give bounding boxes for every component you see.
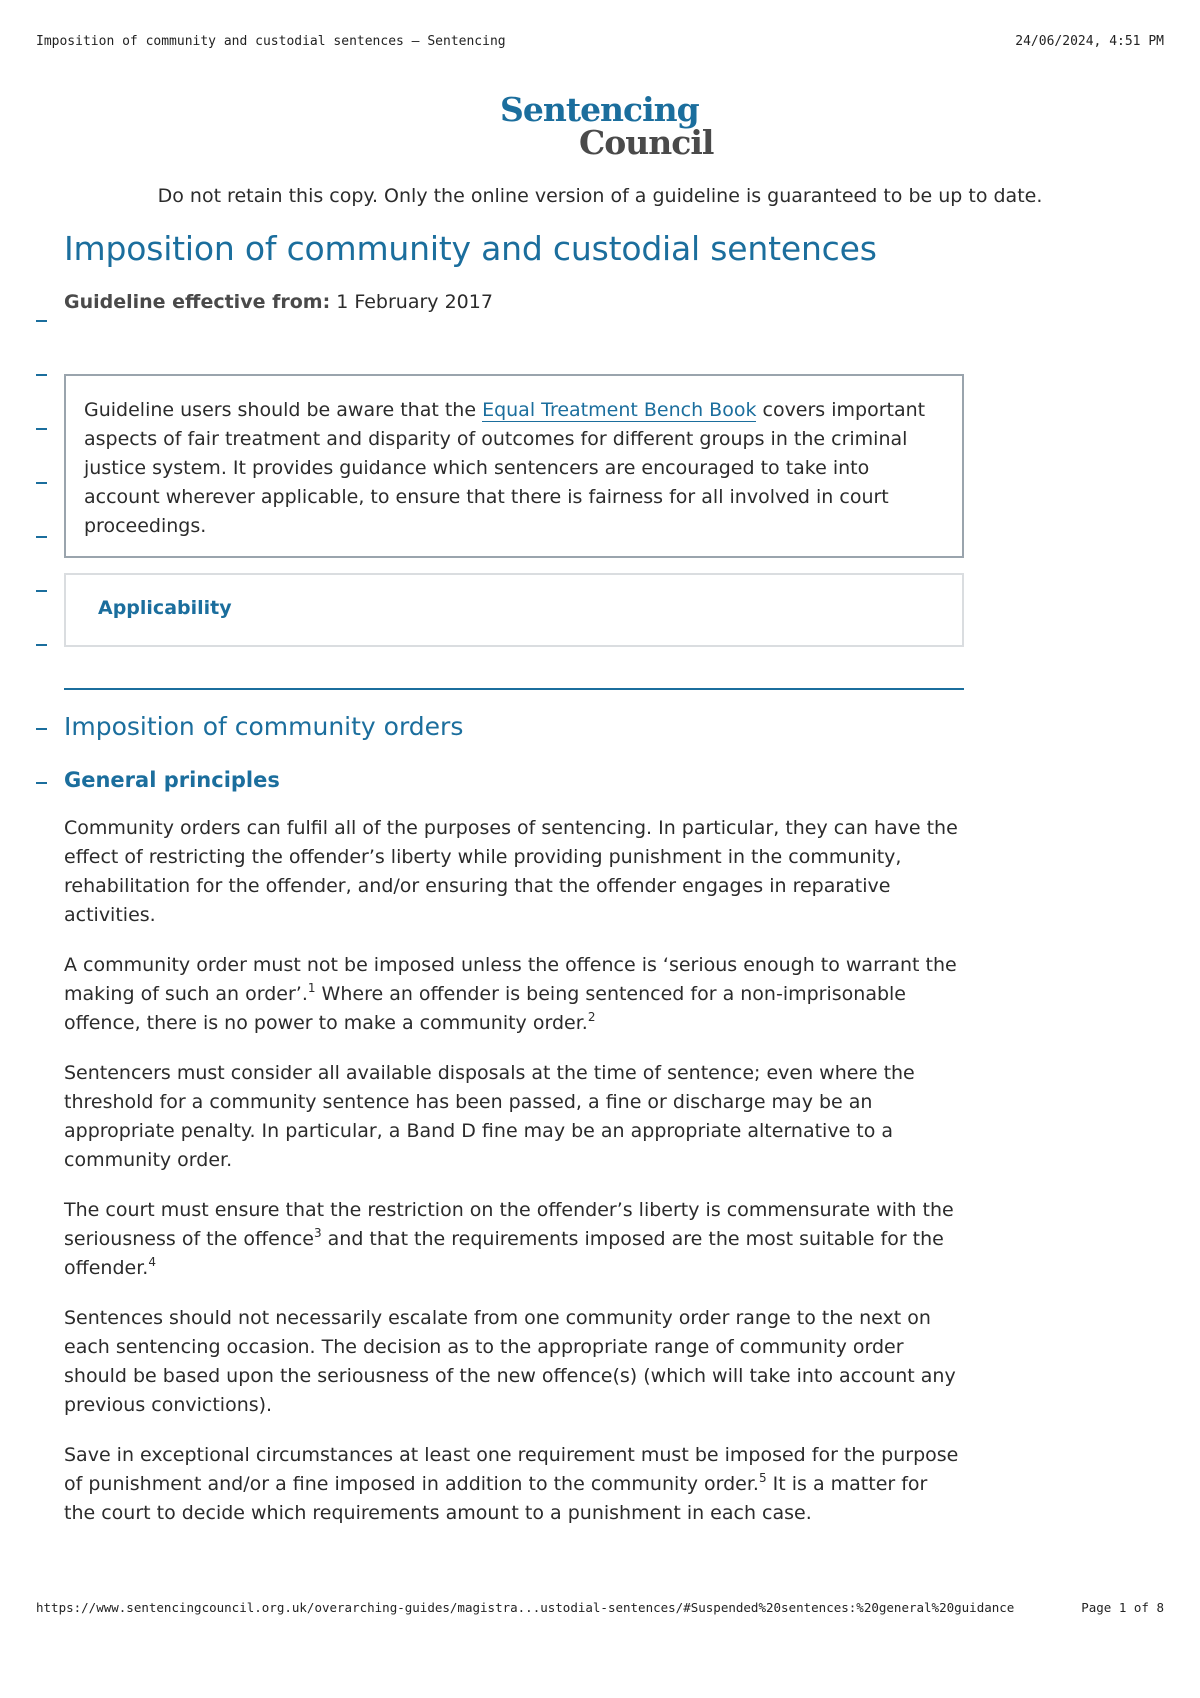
body-text bbox=[64, 814, 964, 1549]
print-header-datetime: 24/06/2024, 4:51 PM bbox=[1015, 34, 1164, 49]
paragraph bbox=[64, 951, 964, 1038]
margin-mark bbox=[36, 728, 47, 730]
effective-date bbox=[64, 291, 968, 313]
notice-text-before: Guideline users should be aware that the bbox=[84, 399, 483, 421]
logo-line-council: Council bbox=[579, 123, 714, 162]
applicability-accordion[interactable] bbox=[64, 573, 964, 647]
footnote-ref[interactable]: 1 bbox=[307, 981, 316, 995]
print-header bbox=[36, 34, 1164, 54]
print-footer-url: https://www.sentencingcouncil.org.uk/overarching-guides/magistra...ustodial-sentences/#Suspended%20sentences:%20general%20guidance bbox=[36, 1600, 1015, 1615]
main-content bbox=[64, 228, 968, 1524]
footnote-ref[interactable]: 4 bbox=[148, 1255, 156, 1269]
page-title: Imposition of community and custodial sentences bbox=[64, 229, 877, 268]
paragraph bbox=[64, 1059, 964, 1175]
footnote-ref[interactable]: 2 bbox=[587, 1010, 596, 1024]
paragraph bbox=[64, 1304, 964, 1420]
margin-mark bbox=[36, 320, 47, 322]
paragraph-text: A community order must not be imposed unless the offence is ‘serious enough to warrant the making of such an order’. bbox=[64, 954, 957, 1005]
effective-date-label: Guideline effective from: bbox=[64, 290, 331, 313]
print-header-title: Imposition of community and custodial sentences – Sentencing bbox=[36, 34, 506, 49]
footnote-ref[interactable]: 3 bbox=[313, 1226, 322, 1240]
paragraph-text: Community orders can fulfil all of the purposes of sentencing. In particular, they can have the effect of restricting the offender’s liberty while providing punishment in the community, rehabilitation for the offender, and/or ensuring that the offender engages in reparative activities. bbox=[64, 817, 958, 926]
section-heading-community-orders: Imposition of community orders bbox=[64, 712, 464, 741]
print-footer bbox=[36, 1600, 1164, 1620]
margin-mark bbox=[36, 482, 47, 484]
equal-treatment-bench-book-link[interactable]: Equal Treatment Bench Book bbox=[482, 399, 757, 421]
margin-mark bbox=[36, 590, 47, 592]
paragraph-text: Sentencers must consider all available disposals at the time of sentence; even where the threshold for a community sentence has been passed, a fine or discharge may be an appropriate penalty. In particular, a Band D fine may be an appropriate alternative to a community order. bbox=[64, 1062, 915, 1171]
print-footer-page-number: Page 1 of 8 bbox=[1081, 1600, 1164, 1615]
paragraph bbox=[64, 1441, 964, 1528]
section-divider bbox=[64, 688, 964, 690]
paragraph bbox=[64, 814, 964, 930]
paragraph-text: The court must ensure that the restriction on the offender’s liberty is commensurate with the seriousness of the offence bbox=[64, 1199, 954, 1250]
paragraph-text: It is a matter for the court to decide which requirements amount to a punishment in each case. bbox=[64, 1473, 928, 1524]
logo-line-sentencing: Sentencing bbox=[500, 90, 699, 129]
notice-text-after: covers important aspects of fair treatment and disparity of outcomes for different groups in the criminal justice system. It provides guidance which sentencers are encouraged to take into account wherever applicable, to ensure that there is fairness for all involved in court proceedings. bbox=[84, 399, 926, 537]
applicability-label[interactable]: Applicability bbox=[98, 597, 232, 619]
margin-mark bbox=[36, 428, 47, 430]
effective-date-value: 1 February 2017 bbox=[336, 290, 493, 313]
margin-mark bbox=[36, 374, 47, 376]
disclaimer-notice: Do not retain this copy. Only the online version of a guideline is guaranteed to be up to date. bbox=[157, 185, 1043, 207]
equal-treatment-notice bbox=[64, 374, 964, 558]
paragraph-text: Where an offender is being sentenced for a non-imprisonable offence, there is no power to make a community order. bbox=[64, 983, 906, 1034]
footnote-ref[interactable]: 5 bbox=[758, 1471, 767, 1485]
subheading-general-principles: General principles bbox=[64, 768, 280, 792]
margin-mark bbox=[36, 536, 47, 538]
paragraph-text: Save in exceptional circumstances at least one requirement must be imposed for the purpose of punishment and/or a fine imposed in addition to the community order. bbox=[64, 1444, 959, 1495]
paragraph-text: Sentences should not necessarily escalate from one community order range to the next on each sentencing occasion. The decision as to the appropriate range of community order should be based upon the seriousness of the new offence(s) (which will take into account any previous convictions). bbox=[64, 1307, 956, 1416]
margin-mark bbox=[36, 644, 47, 646]
sentencing-council-logo bbox=[500, 90, 720, 163]
paragraph-text: and that the requirements imposed are the most suitable for the offender. bbox=[64, 1228, 944, 1279]
margin-mark bbox=[36, 782, 47, 784]
paragraph bbox=[64, 1196, 964, 1283]
